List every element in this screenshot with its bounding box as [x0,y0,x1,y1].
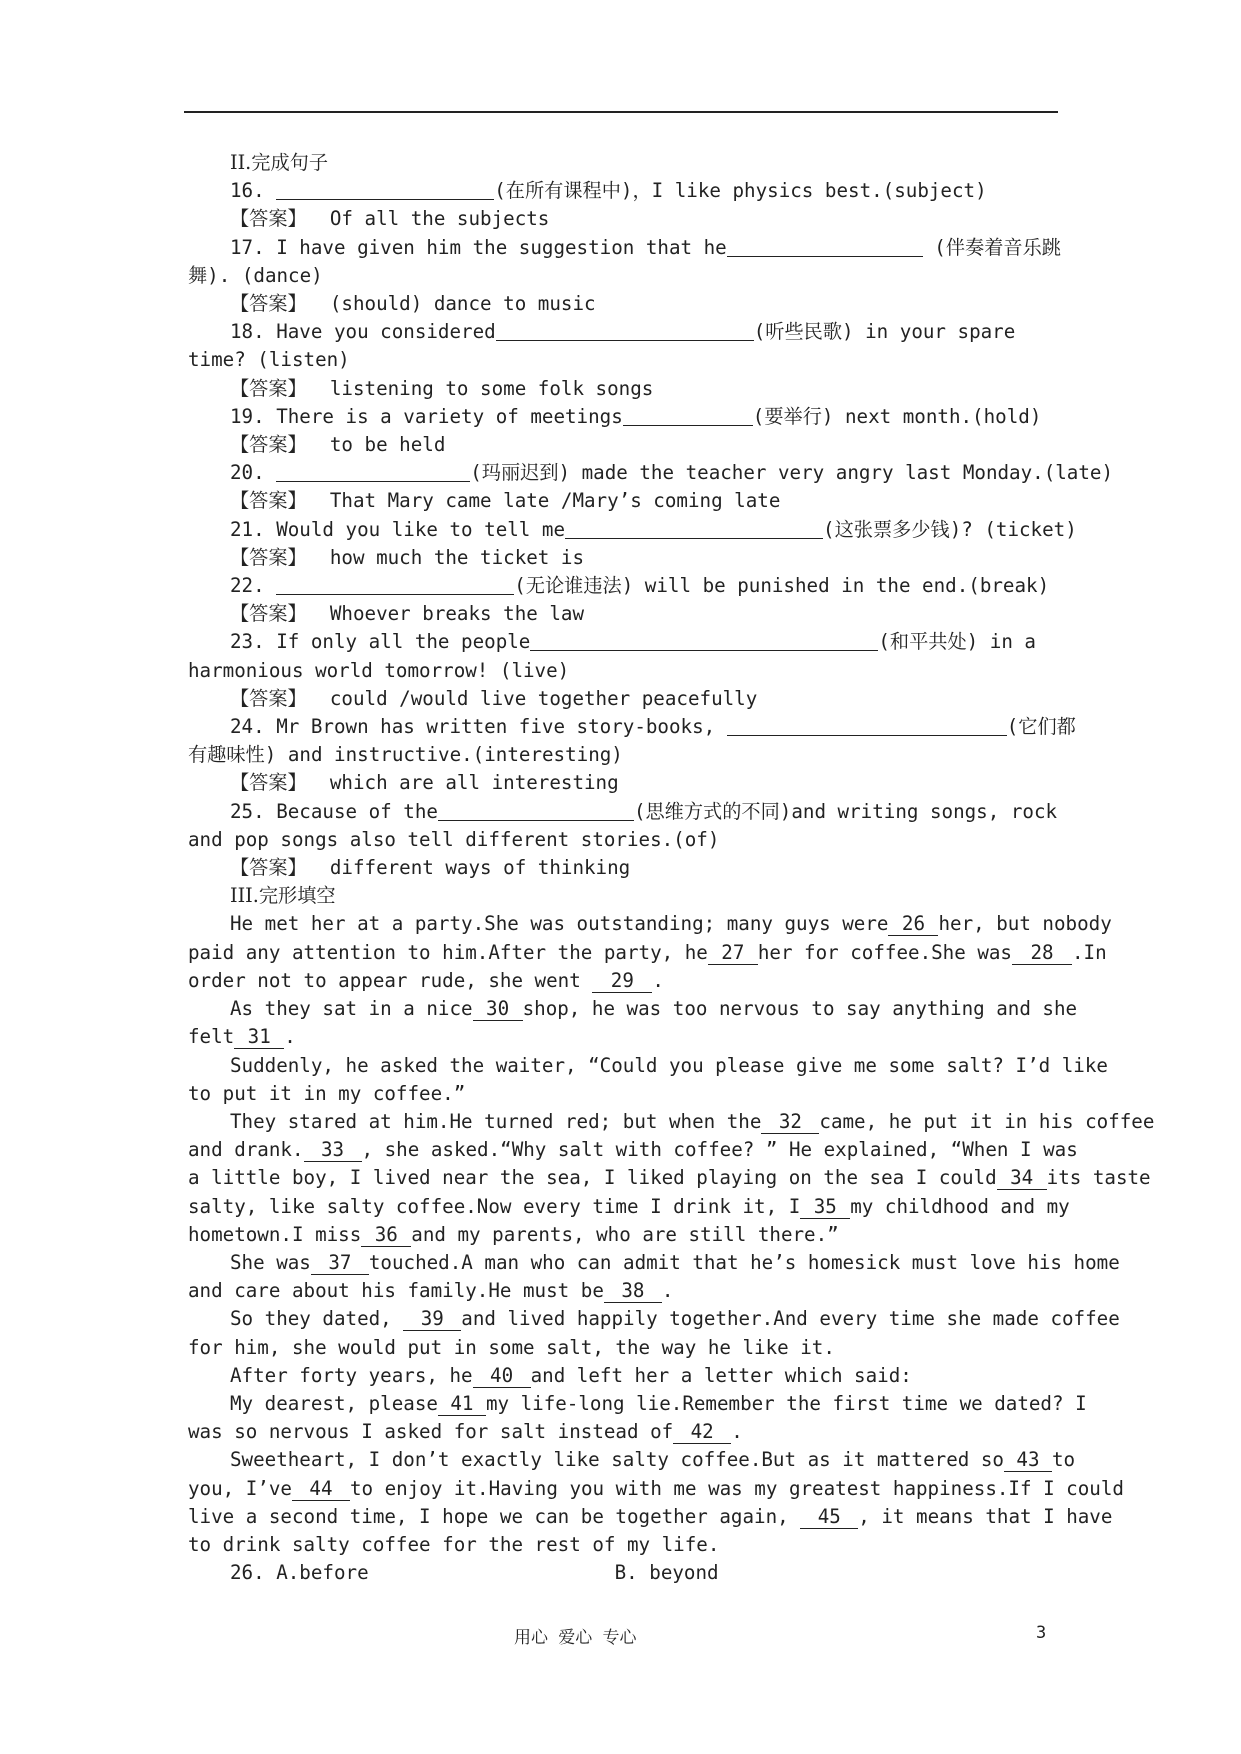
question-18 [188,318,1068,346]
text-segment: paid any attention to him.After the party, he [188,940,708,964]
text-segment: They stared at him.He turned red; but when the [230,1109,762,1133]
answer-19 [188,431,1068,459]
text-segment: 【答案】 [230,376,307,400]
text-segment: 21. Would you like to tell me [230,517,566,541]
blank-number[interactable]: 45 [800,1506,858,1529]
passage-line [188,1305,1120,1333]
text-segment: . [284,1025,296,1049]
text-segment: 【答案】 [230,545,307,569]
text-segment: . [731,1420,743,1444]
text-segment: my life-long lie.Remember the first time we dated? I [485,1391,1087,1415]
question-17-cont: 舞). (dance) [188,263,323,287]
text-segment: (思维方式的不同)and writing songs, rock [633,799,1058,823]
blank-number[interactable]: 41 [438,1393,486,1416]
answer-25 [188,854,1068,882]
text-segment: That Mary came late /Mary’s coming late [329,489,781,513]
text-segment: salty, like salty coffee.Now every time I drink it, I [188,1194,801,1218]
blank-number[interactable]: 40 [473,1365,531,1388]
text-segment: (和平共处) in a [878,630,1036,654]
passage-line [188,1446,1076,1474]
text-segment: a little boy, I lived near the sea, I liked playing on the sea I could [188,1166,997,1190]
text-segment: Of all the subjects [329,207,550,231]
page-number: 3 [1036,1623,1047,1643]
text-segment: So they dated, [230,1307,392,1331]
text-segment: order not to appear rude, she went [188,968,581,992]
text-segment: He met her at a party.She was outstanding; many guys were [230,912,889,936]
text-segment: 【答案】 [230,602,307,626]
text-segment: (要举行) next month.(hold) [752,404,1042,428]
blank-number[interactable]: 29 [592,970,652,993]
text-segment: (伴奏着音乐跳 [934,235,1061,259]
text-segment: (这张票多少钱)? (ticket) [823,517,1077,541]
text-segment: .In [1072,940,1107,964]
blank-number[interactable]: 31 [234,1026,284,1049]
passage-line [188,1475,1124,1503]
question-23 [188,628,1068,656]
option-a[interactable]: 26. A.before [230,1561,369,1585]
document-body [188,149,1155,1587]
text-segment: to enjoy it.Having you with me was my greatest happiness.If I could [349,1476,1124,1500]
answer-17 [188,290,1068,318]
passage-line [188,1390,1087,1418]
header-rule [184,111,1058,113]
answer-22 [188,600,1068,628]
text-segment: Whoever breaks the law [329,602,585,626]
text-segment: and drank. [188,1138,304,1162]
blank-number[interactable]: 32 [761,1111,819,1134]
text-segment: touched.A man who can admit that he’s homesick must love his home [368,1250,1120,1274]
text-segment: 18. Have you considered [230,320,496,344]
question-25 [188,798,1068,826]
text-segment: you, I’ve [188,1476,292,1500]
passage-line [188,967,1068,995]
answer-blank[interactable] [565,518,823,539]
blank-number[interactable]: 27 [708,942,758,965]
text-segment: (should) dance to music [329,292,596,316]
text-segment: 【答案】 [230,489,307,513]
blank-number[interactable]: 33 [304,1139,362,1162]
passage-line [188,1418,1068,1446]
text-segment: 【答案】 [230,433,307,457]
text-segment: Sweetheart, I don’t exactly like salty coffee.But as it mattered so [230,1448,1004,1472]
text-segment: 【答案】 [230,292,307,316]
text-segment: (无论谁违法) will be punished in the end.(break) [514,574,1050,598]
answer-blank[interactable] [276,179,494,200]
section-heading: III.完形填空 [230,884,336,908]
answer-18 [188,375,1068,403]
text-segment: felt [188,1025,235,1049]
passage-line [188,1503,1113,1531]
text-segment: shop, he was too nervous to say anything and she [522,997,1078,1021]
answer-blank[interactable] [496,320,754,341]
text-segment: 【答案】 [230,207,307,231]
question-17 [188,234,1068,262]
blank-number[interactable]: 34 [997,1167,1047,1190]
text-segment: (玛丽迟到) made the teacher very angry last Monday.(late) [470,461,1114,485]
question-25-cont: and pop songs also tell different stories.(of) [188,827,720,851]
blank-number[interactable]: 39 [403,1308,461,1331]
passage-line: for him, she would put in some salt, the way he like it. [188,1335,835,1359]
text-segment: , she asked.“Why salt with coffee? ” He explained, “When I was [361,1138,1078,1162]
text-segment: 25. Because of the [230,799,438,823]
text-segment: and lived happily together.And every time she made coffee [461,1307,1120,1331]
blank-number[interactable]: 42 [673,1421,731,1444]
text-segment: . [652,968,664,992]
passage-line: to drink salty coffee for the rest of my life. [188,1532,720,1556]
passage-line: to put it in my coffee.” [188,1081,466,1105]
passage-line [188,995,1078,1023]
passage-line [188,1023,1068,1051]
text-segment: 23. If only all the people [230,630,531,654]
text-segment: 20. [230,461,265,485]
question-24-cont: 有趣味性) and instructive.(interesting) [188,743,623,767]
footer-motto: 用心 爱心 专心 [514,1628,637,1648]
text-segment: which are all interesting [329,771,619,795]
passage-line [188,910,1112,938]
passage-line: Suddenly, he asked the waiter, “Could you please give me some salt? I’d like [230,1053,1108,1077]
answer-blank[interactable] [530,630,878,651]
passage-line [188,1249,1120,1277]
answer-23 [188,685,1068,713]
passage-line [188,1108,1155,1136]
answer-blank[interactable] [727,236,923,257]
answer-blank[interactable] [623,405,753,426]
text-segment: to be held [329,433,446,457]
passage-line [188,1136,1078,1164]
option-line [188,1559,1068,1587]
text-segment: her, but nobody [938,912,1112,936]
question-22 [188,572,1068,600]
blank-number[interactable]: 38 [604,1280,662,1303]
question-20 [188,459,1114,487]
passage-line [188,1277,1068,1305]
blank-number[interactable]: 44 [292,1478,350,1501]
passage-line [188,1164,1151,1192]
blank-number[interactable]: 43 [1004,1449,1052,1472]
text-segment: hometown.I miss [188,1222,362,1246]
blank-number[interactable]: 26 [888,913,938,936]
text-segment: (在所有课程中)，I like physics best.(subject) [494,179,987,203]
text-segment: As they sat in a nice [230,997,473,1021]
answer-blank[interactable] [727,715,1007,736]
text-segment: 【答案】 [230,771,307,795]
question-18-cont: time? (listen) [188,348,350,372]
text-segment: 22. [230,574,265,598]
passage-line [188,939,1107,967]
question-24 [188,713,1076,741]
answer-24 [188,769,1068,797]
text-segment: and care about his family.He must be [188,1279,604,1303]
text-segment: , it means that I have [858,1504,1113,1528]
text-segment: 17. I have given him the suggestion that he [230,235,727,259]
text-segment: came, he put it in his coffee [819,1109,1155,1133]
blank-number[interactable]: 35 [800,1196,850,1219]
text-segment: her for coffee.She was [757,940,1012,964]
text-segment: could /would live together peacefully [329,686,758,710]
passage-line [188,1221,1068,1249]
text-segment: She was [230,1250,311,1274]
text-segment: my childhood and my [850,1194,1070,1218]
blank-number[interactable]: 30 [473,998,523,1021]
question-23-cont: harmonious world tomorrow! (live) [188,658,570,682]
answer-20 [188,487,1068,515]
answer-16 [188,205,1068,233]
text-segment: My dearest, please [230,1391,438,1415]
section-heading: II.完成句子 [230,151,329,174]
text-segment: listening to some folk songs [329,376,654,400]
answer-21 [188,544,1068,572]
text-segment: 【答案】 [230,856,307,880]
text-segment: 16. [230,179,265,203]
question-21 [188,516,1077,544]
passage-line [188,1193,1068,1221]
text-segment: different ways of thinking [329,856,631,880]
text-segment: and left her a letter which said: [530,1363,912,1387]
text-segment: 19. There is a variety of meetings [230,404,623,428]
question-19 [188,403,1068,431]
blank-number[interactable]: 37 [311,1252,369,1275]
text-segment: and my parents, who are still there.” [411,1222,839,1246]
question-16 [188,177,1068,205]
text-segment: to [1051,1448,1076,1472]
text-segment: 24. Mr Brown has written five story-books, [230,715,716,739]
text-segment: how much the ticket is [329,545,585,569]
text-segment: 【答案】 [230,686,307,710]
text-segment: After forty years, he [230,1363,473,1387]
text-segment: (它们都 [1006,715,1076,739]
blank-number[interactable]: 28 [1012,942,1072,965]
text-segment: live a second time, I hope we can be together again, [188,1504,789,1528]
text-segment: was so nervous I asked for salt instead of [188,1420,674,1444]
answer-blank[interactable] [438,800,634,821]
answer-blank[interactable] [276,461,470,482]
option-b[interactable]: B. beyond [614,1561,719,1585]
text-segment: . [661,1279,674,1303]
text-segment: its taste [1046,1166,1151,1190]
answer-blank[interactable] [276,574,514,595]
blank-number[interactable]: 36 [361,1224,411,1247]
text-segment: (听些民歌) in your spare [753,320,1016,344]
passage-line [188,1362,1068,1390]
